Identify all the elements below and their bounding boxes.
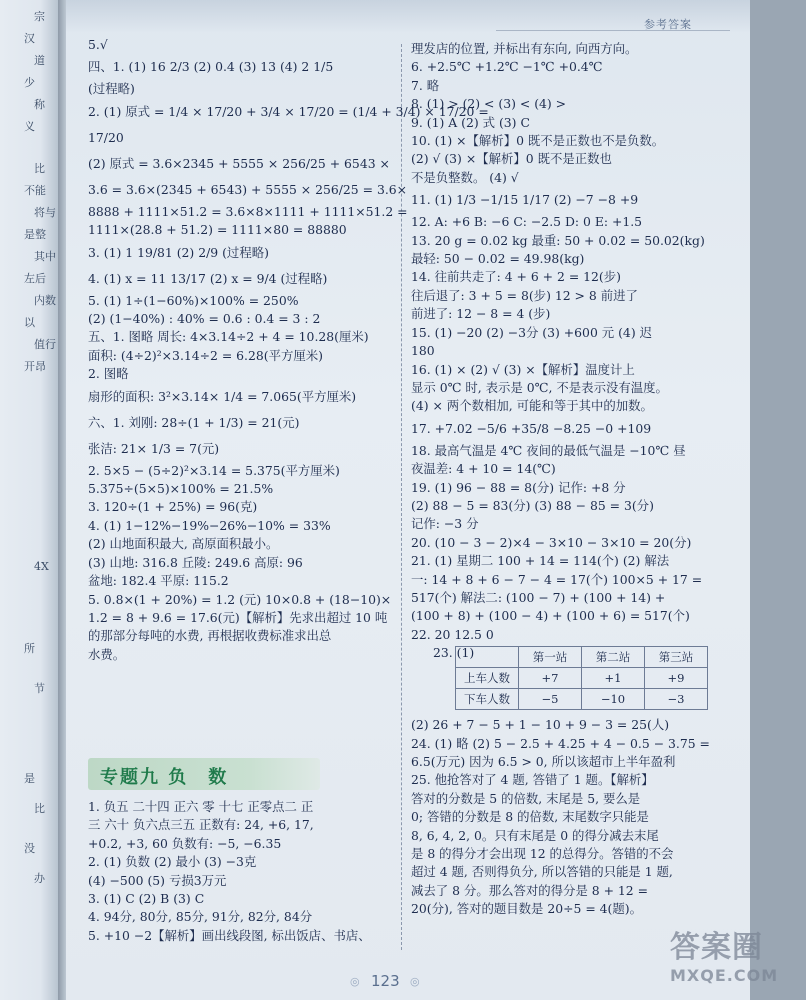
answer-line: 盆地: 182.4 平原: 115.2 xyxy=(88,573,229,589)
answer-line: 一: 14 + 8 + 6 − 7 − 4 = 17(个) 100×5 + 17 = xyxy=(411,571,703,587)
facing-page-fragment: 比 xyxy=(34,802,45,815)
table-cell: +1 xyxy=(582,668,645,689)
answer-line: 夜温差: 4 + 10 = 14(℃) xyxy=(411,461,556,477)
answer-line: (2) 原式 = 3.6×2345 + 5555 × 256/25 + 6543 × xyxy=(88,155,390,171)
right-column-continued xyxy=(411,716,741,918)
answer-line: 减去了 8 分。那么答对的得分是 8 + 12 = xyxy=(411,882,649,898)
answer-line: 20. (10 − 3 − 2)×4 − 3×10 − 3×10 = 20(分) xyxy=(411,534,692,550)
answer-line: 15. (1) −20 (2) −3分 (3) +600 元 (4) 迟 xyxy=(411,324,652,340)
answer-line: 4. (1) 1−12%−19%−26%−10% = 33% xyxy=(88,517,331,533)
answer-line: 3.6 = 3.6×(2345 + 6543) + 5555 × 256/25 = 3.6× xyxy=(88,181,408,197)
answer-line: 2. 5×5 − (5÷2)²×3.14 = 5.375(平方厘米) xyxy=(88,462,340,478)
answer-line: 4. (1) x = 11 13/17 (2) x = 9/4 (过程略) xyxy=(88,270,328,286)
answer-line: (3) 山地: 316.8 丘陵: 249.6 高原: 96 xyxy=(88,554,303,570)
watermark-logo xyxy=(670,922,806,992)
answer-line: 3. (1) 1 19/81 (2) 2/9 (过程略) xyxy=(88,244,269,260)
answer-line: 7. 略 xyxy=(411,77,440,93)
answer-line: 8888 + 1111×51.2 = 3.6×8×1111 + 1111×51.2 = xyxy=(88,203,408,219)
table-label: 23. (1) xyxy=(433,645,475,661)
answer-line: 10. (1) ×【解析】0 既不是正数也不是负数。 xyxy=(411,133,665,149)
answer-line: 记作: −3 分 xyxy=(411,516,479,532)
watermark-url: MXQE.COM xyxy=(670,966,779,985)
answer-line: 前进了: 12 − 8 = 4 (步) xyxy=(411,306,551,322)
facing-page-fragment: 左后 xyxy=(24,272,46,285)
facing-page-fragment: 没 xyxy=(24,842,35,855)
facing-page-fragment: 少 xyxy=(24,76,35,89)
facing-page-fragment: 节 xyxy=(34,682,45,695)
column-divider xyxy=(401,44,402,950)
answer-line: (4) −500 (5) 亏损3万元 xyxy=(88,872,227,888)
answer-line: 1111×(28.8 + 51.2) = 1111×80 = 88880 xyxy=(88,222,347,238)
answer-line: 0; 答错的分数是 8 的倍数, 末尾数字只能是 xyxy=(411,809,649,825)
facing-page-fragment: 办 xyxy=(34,872,45,885)
facing-page-fragment: 将与 xyxy=(34,206,56,219)
facing-page-fragment: 比 xyxy=(34,162,45,175)
answer-line: 2. (1) 原式 = 1/4 × 17/20 + 3/4 × 17/20 = (1/4 + 3/4) × 17/20 = xyxy=(88,103,489,119)
answer-line: 超过 4 题, 否则得负分, 所以答错的只能是 1 题, xyxy=(411,864,673,880)
answer-line: 往后退了: 3 + 5 = 8(步) 12 > 8 前进了 xyxy=(411,287,638,303)
running-head: 参考答案 xyxy=(644,18,692,31)
answer-line: 显示 0℃ 时, 表示是 0℃, 不是表示没有温度。 xyxy=(411,379,668,395)
answer-line: 4. 94分, 80分, 85分, 91分, 82分, 84分 xyxy=(88,909,313,925)
answer-line: 8. (1) > (2) < (3) < (4) > xyxy=(411,96,567,112)
table-cell: +9 xyxy=(645,668,708,689)
answer-line: 六、1. 刘刚: 28÷(1 + 1/3) = 21(元) xyxy=(88,414,300,430)
page-number-ornament-left: ◎ xyxy=(350,975,360,988)
answer-line: 6. +2.5℃ +1.2℃ −1℃ +0.4℃ xyxy=(411,59,603,75)
answer-line: +0.2, +3, 60 负数有: −5, −6.35 xyxy=(88,835,282,851)
table-cell: 下车人数 xyxy=(456,689,519,710)
answer-line: 面积: (4÷2)²×3.14÷2 = 6.28(平方厘米) xyxy=(88,347,323,363)
answer-line: 19. (1) 96 − 88 = 8(分) 记作: +8 分 xyxy=(411,479,626,495)
answer-line: (2) 山地面积最大, 高原面积最小。 xyxy=(88,536,279,552)
answer-line: 是 8 的得分才会出现 12 的总得分。答错的不会 xyxy=(411,846,674,862)
table-header-cell: 第二站 xyxy=(582,647,645,668)
facing-page-fragment: 其中 xyxy=(34,250,56,263)
answer-line: (2) 26 + 7 − 5 + 1 − 10 + 9 − 3 = 25(人) xyxy=(411,717,670,733)
answer-line: 25. 他抢答对了 4 题, 答错了 1 题。【解析】 xyxy=(411,772,654,788)
answer-line: 24. (1) 略 (2) 5 − 2.5 + 4.25 + 4 − 0.5 − 3.75 = xyxy=(411,735,710,751)
answer-line: 22. 20 12.5 0 xyxy=(411,626,494,642)
table-cell: 上车人数 xyxy=(456,668,519,689)
answer-line: 水费。 xyxy=(88,646,126,662)
header-rule xyxy=(496,30,730,31)
table-header-cell: 第三站 xyxy=(645,647,708,668)
answer-line: 180 xyxy=(411,343,435,359)
passenger-table xyxy=(455,646,708,710)
answer-line: 3. 120÷(1 + 25%) = 96(克) xyxy=(88,499,258,515)
answer-line: 17. +7.02 −5/6 +35/8 −8.25 −0 +109 xyxy=(411,420,652,436)
answer-line: 5.√ xyxy=(88,37,108,52)
answer-line: 扇形的面积: 3²×3.14× 1/4 = 7.065(平方厘米) xyxy=(88,388,357,404)
right-column-answers xyxy=(411,40,741,644)
facing-page-fragment: 称 xyxy=(34,98,45,111)
answer-line: 张洁: 21× 1/3 = 7(元) xyxy=(88,440,220,456)
answer-line: (2) 88 − 5 = 83(分) (3) 88 − 85 = 3(分) xyxy=(411,497,654,513)
answer-line: 6.5(万元) 因为 6.5 > 0, 所以该超市上半年盈利 xyxy=(411,754,676,769)
answer-line: 5. +10 −2【解析】画出线段图, 标出饭店、书店、 xyxy=(88,927,371,943)
answer-line: (4) × 两个数相加, 可能和等于其中的加数。 xyxy=(411,398,653,414)
answer-line: 14. 往前共走了: 4 + 6 + 2 = 12(步) xyxy=(411,269,621,285)
answer-line: 12. A: +6 B: −6 C: −2.5 D: 0 E: +1.5 xyxy=(411,214,643,230)
answer-line: (2) (1−40%) : 40% = 0.6 : 0.4 = 3 : 2 xyxy=(88,311,321,327)
answer-line: 2. 图略 xyxy=(88,366,129,382)
right-column xyxy=(411,40,741,919)
answer-line: 5.375÷(5×5)×100% = 21.5% xyxy=(88,481,274,497)
answer-line: 2. (1) 负数 (2) 最小 (3) −3克 xyxy=(88,854,257,870)
answer-line: 五、1. 图略 周长: 4×3.14÷2 + 4 = 10.28(厘米) xyxy=(88,329,369,345)
answer-line: 理发店的位置, 并标出有东向, 向西方向。 xyxy=(411,41,638,56)
answer-page xyxy=(66,0,779,1000)
facing-page-fragment: 汉 xyxy=(24,32,35,45)
facing-page-fragment: 开昂 xyxy=(24,360,46,373)
answer-line: 1.2 = 8 + 9.6 = 17.6(元)【解析】先求出超过 10 吨 xyxy=(88,609,388,625)
facing-page-fragment: 不能 xyxy=(24,184,46,197)
answer-line: 11. (1) 1/3 −1/15 1/17 (2) −7 −8 +9 xyxy=(411,192,639,208)
answer-line: 8, 6, 4, 2, 0。只有末尾是 0 的得分减去末尾 xyxy=(411,827,659,843)
answer-line: 最轻: 50 − 0.02 = 49.98(kg) xyxy=(411,251,585,267)
answer-line: 四、1. (1) 16 2/3 (2) 0.4 (3) 13 (4) 2 1/5 xyxy=(88,59,334,75)
facing-page-fragment: 是整 xyxy=(24,228,46,241)
table-row xyxy=(456,668,708,689)
facing-page-fragment: 义 xyxy=(24,120,35,133)
answer-line: 9. (1) A (2) 式 (3) C xyxy=(411,114,530,130)
answer-line: 17/20 xyxy=(88,129,124,145)
answer-line: (2) √ (3) ×【解析】0 既不是正数也 xyxy=(411,151,612,167)
table-header-cell: 第一站 xyxy=(519,647,582,668)
facing-page-fragment: 4X xyxy=(34,560,49,573)
table-row xyxy=(456,689,708,710)
answer-line: 三 六十 负六点三五 正数有: 24, +6, 17, xyxy=(88,817,314,833)
facing-page-fragment: 所 xyxy=(24,642,35,655)
facing-page-fragment: 以 xyxy=(24,316,35,329)
facing-page-fragment: 值行 xyxy=(34,338,56,351)
answer-line: 5. (1) 1÷(1−60%)×100% = 250% xyxy=(88,292,299,308)
left-column-section-nine xyxy=(88,798,398,945)
watermark-text: 答案圈 xyxy=(670,930,763,965)
section-title: 专题九 负 数 xyxy=(100,767,229,788)
answer-line: (过程略) xyxy=(88,81,135,97)
answer-line: (100 + 8) + (100 − 4) + (100 + 6) = 517(个) xyxy=(411,608,690,624)
facing-page-fragment: 是 xyxy=(24,772,35,785)
facing-page-fragment: 内数 xyxy=(34,294,56,307)
answer-line: 20(分), 答对的题目数是 20÷5 = 4(题)。 xyxy=(411,901,642,917)
page-number-ornament-right: ◎ xyxy=(410,975,420,988)
answer-line: 18. 最高气温是 4℃ 夜间的最低气温是 −10℃ 昼 xyxy=(411,442,686,458)
table-header-row xyxy=(456,647,708,668)
facing-page-fragment: 宗 xyxy=(34,10,45,23)
answer-line: 13. 20 g = 0.02 kg 最重: 50 + 0.02 = 50.02(kg) xyxy=(411,232,705,248)
facing-page-fragment: 道 xyxy=(34,54,45,67)
facing-page-margin xyxy=(0,0,58,1000)
answer-line: 5. 0.8×(1 + 20%) = 1.2 (元) 10×0.8 + (18−10)× xyxy=(88,591,392,607)
table-cell: −5 xyxy=(519,689,582,710)
table-cell: −10 xyxy=(582,689,645,710)
answer-line: 3. (1) C (2) B (3) C xyxy=(88,891,205,907)
table-cell: −3 xyxy=(645,689,708,710)
answer-line: 1. 负五 二十四 正六 零 十七 正零点二 正 xyxy=(88,799,314,814)
answer-line: 答对的分数是 5 的倍数, 末尾是 5, 要么是 xyxy=(411,790,641,806)
answer-line: 不是负整数。 (4) √ xyxy=(411,169,519,185)
answer-line: 的那部分每吨的水费, 再根据收费标准求出总 xyxy=(88,628,332,644)
section-banner xyxy=(88,758,320,790)
answer-line: 517(个) 解法二: (100 − 7) + (100 + 14) + xyxy=(411,589,666,605)
answer-line: 16. (1) × (2) √ (3) ×【解析】温度计上 xyxy=(411,361,635,377)
answer-line: 21. (1) 星期二 100 + 14 = 114(个) (2) 解法 xyxy=(411,553,670,569)
page-number: 123 xyxy=(371,972,400,990)
table-cell: +7 xyxy=(519,668,582,689)
